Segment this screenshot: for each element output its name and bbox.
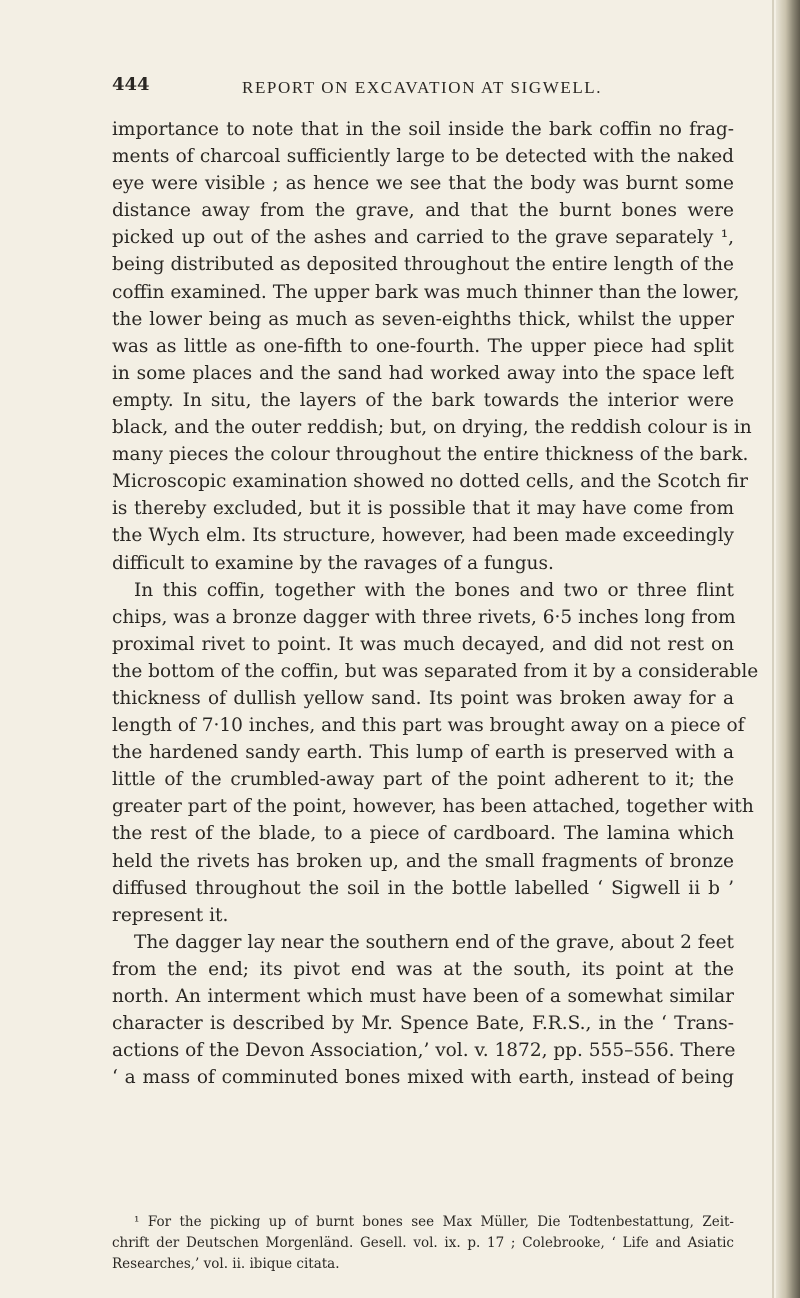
footnotes — [112, 1212, 734, 1275]
footnote-line: ¹ For the picking up of burnt bones see Max Müller, Die Todtenbestattung, Zeit- — [134, 1214, 734, 1230]
text-line: diffused throughout the soil in the bottle labelled ‘ Sigwell ii b ’ — [112, 877, 734, 899]
text-line: ments of charcoal sufficiently large to be detected with the naked — [112, 146, 734, 168]
text-line: from the end; its pivot end was at the south, its point at the — [112, 958, 734, 980]
text-line: chips, was a bronze dagger with three rivets, 6·5 inches long from — [112, 606, 736, 628]
page-header — [112, 72, 732, 102]
page-edge-shadow — [776, 0, 800, 1298]
text-line: empty. In situ, the layers of the bark towards the interior were — [112, 389, 734, 411]
text-line: thickness of dullish yellow sand. Its point was broken away for a — [112, 687, 734, 709]
text-line: actions of the Devon Association,’ vol. v. 1872, pp. 555–556. There — [112, 1040, 736, 1062]
text-line: Microscopic examination showed no dotted cells, and the Scotch fir — [112, 471, 748, 493]
footnote-line: Researches,’ vol. ii. ibique citata. — [112, 1256, 340, 1272]
text-line: the rest of the blade, to a piece of cardboard. The lamina which — [112, 823, 734, 845]
text-line: being distributed as deposited throughout the entire length of the — [112, 254, 734, 276]
text-line: is thereby excluded, but it is possible that it may have come from — [112, 498, 734, 520]
text-line: coffin examined. The upper bark was much thinner than the lower, — [112, 281, 740, 303]
text-line: the hardened sandy earth. This lump of earth is preserved with a — [112, 742, 734, 764]
text-line: ‘ a mass of comminuted bones mixed with earth, instead of being — [112, 1067, 734, 1089]
footnote-line: chrift der Deutschen Morgenländ. Gesell. vol. ix. p. 17 ; Colebrooke, ‘ Life and Asiatic — [112, 1235, 734, 1251]
text-line: eye were visible ; as hence we see that the body was burnt some — [112, 173, 734, 195]
text-line: distance away from the grave, and that the burnt bones were — [112, 200, 734, 222]
text-line: importance to note that in the soil inside the bark coffin no frag- — [112, 119, 734, 140]
text-line: many pieces the colour throughout the entire thickness of the bark. — [112, 444, 749, 466]
text-line: north. An interment which must have been of a somewhat similar — [112, 986, 734, 1007]
text-line: greater part of the point, however, has been attached, together with — [112, 796, 754, 818]
body-text — [112, 116, 759, 1091]
text-line: was as little as one-fifth to one-fourth. The upper piece had split — [112, 335, 734, 357]
page-number: 444 — [112, 74, 150, 95]
text-line: the Wych elm. Its structure, however, had been made exceedingly — [112, 525, 734, 547]
text-line: the bottom of the coffin, but was separated from it by a considerable — [112, 660, 759, 682]
text-line: in some places and the sand had worked away into the space left — [112, 362, 734, 384]
running-title: REPORT ON EXCAVATION AT SIGWELL. — [242, 78, 603, 97]
text-line: picked up out of the ashes and carried to the grave separately ¹, — [112, 227, 734, 249]
text-line: held the rivets has broken up, and the small fragments of bronze — [112, 850, 734, 872]
text-line: little of the crumbled-away part of the point adherent to it; the — [112, 769, 734, 791]
page-gutter-line — [772, 0, 774, 1298]
text-line: In this coffin, together with the bones and two or three flint — [134, 579, 734, 601]
text-line: proximal rivet to point. It was much decayed, and did not rest on — [112, 633, 734, 655]
text-line: difficult to examine by the ravages of a fungus. — [112, 552, 554, 574]
text-line: length of 7·10 inches, and this part was brought away on a piece of — [112, 715, 745, 737]
text-line: The dagger lay near the southern end of the grave, about 2 feet — [134, 931, 734, 953]
text-line: represent it. — [112, 904, 229, 926]
text-line: black, and the outer reddish; but, on drying, the reddish colour is in — [112, 417, 752, 439]
text-line: the lower being as much as seven-eighths thick, whilst the upper — [112, 308, 734, 330]
text-line: character is described by Mr. Spence Bate, F.R.S., in the ‘ Trans- — [112, 1013, 734, 1035]
